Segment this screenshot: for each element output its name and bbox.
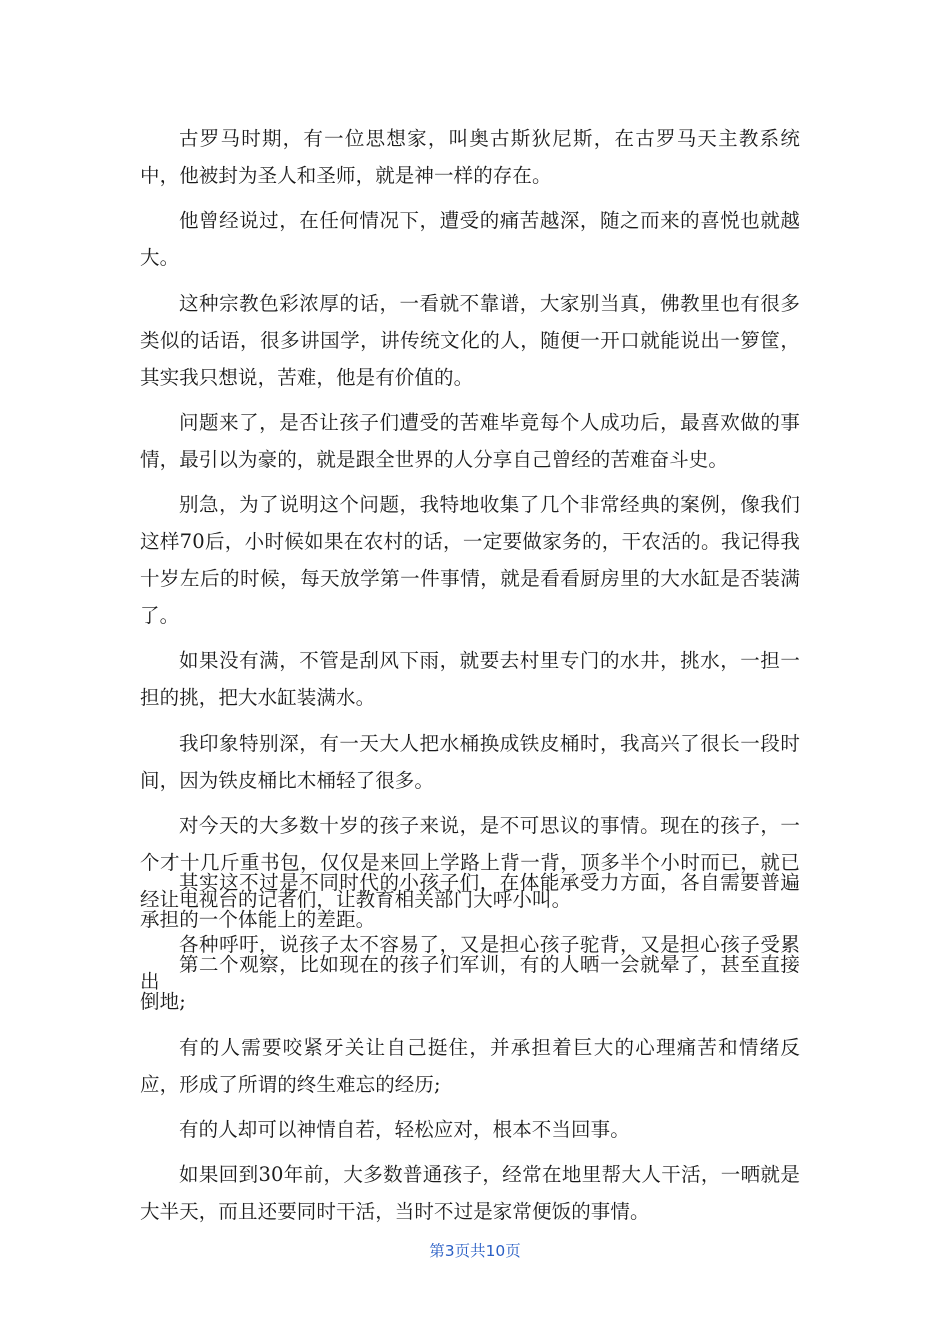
text-block-lower <box>140 864 800 1238</box>
paragraph: 如果回到30年前，大多数普通孩子，经常在地里帮大人干活，一晒就是大半天，而且还要同时干活，当时不过是家常便饭的事情。 <box>140 1163 800 1224</box>
paragraph: 如果没有满，不管是刮风下雨，就要去村里专门的水井，挑水，一担一担的挑，把大水缸装满水。 <box>140 649 800 710</box>
paragraph: 别急，为了说明这个问题，我特地收集了几个非常经典的案例，像我们这样70后，小时候如果在农村的话，一定要做家务的，干农活的。我记得我十岁左后的时候，每天放学第一件事情，就是看看厨房里的大水缸是否装满了。 <box>140 493 800 628</box>
paragraph: 第二个观察，比如现在的孩子们军训，有的人晒一会就晕了，甚至直接倒地; <box>140 953 800 1014</box>
page-number-footer: 第3页共10页 <box>429 1242 521 1260</box>
paragraph: 各种呼吁，说孩子太不容易了，又是担心孩子驼背，又是担心孩子受累出 <box>140 933 800 994</box>
paragraph: 他曾经说过，在任何情况下，遭受的痛苦越深，随之而来的喜悦也就越大。 <box>140 209 800 270</box>
paragraph: 我印象特别深，有一天大人把水桶换成铁皮桶时，我高兴了很长一段时间，因为铁皮桶比木桶轻了很多。 <box>140 731 800 792</box>
paragraph: 问题来了，是否让孩子们遭受的苦难毕竟每个人成功后，最喜欢做的事情，最引以为豪的，就是跟全世界的人分享自己曾经的苦难奋斗史。 <box>140 410 800 471</box>
paragraph: 对今天的大多数十岁的孩子来说，是不可思议的事情。现在的孩子，一个才十几斤重书包，仅仅是来回上学路上背一背，顶多半个小时而已，就已经让电视台的记者们，让教育相关部门大呼小叫。 <box>140 814 800 912</box>
paragraph: 有的人却可以神情自若，轻松应对，根本不当回事。 <box>179 1117 630 1141</box>
paragraph: 其实这不过是不同时代的小孩子们，在体能承受力方面，各自需要普遍承担的一个体能上的差距。 <box>140 871 800 931</box>
paragraph: 有的人需要咬紧牙关让自己挺住，并承担着巨大的心理痛苦和情绪反应，形成了所谓的终生难忘的经历; <box>140 1035 800 1096</box>
paragraph: 古罗马时期，有一位思想家，叫奥古斯狄尼斯，在古罗马天主教系统中，他被封为圣人和圣师，就是神一样的存在。 <box>140 127 800 187</box>
paragraph: 这种宗教色彩浓厚的话，一看就不靠谱，大家别当真，佛教里也有很多类似的话语，很多讲国学，讲传统文化的人，随便一开口就能说出一箩筐，其实我只想说，苦难，他是有价值的。 <box>140 291 800 389</box>
